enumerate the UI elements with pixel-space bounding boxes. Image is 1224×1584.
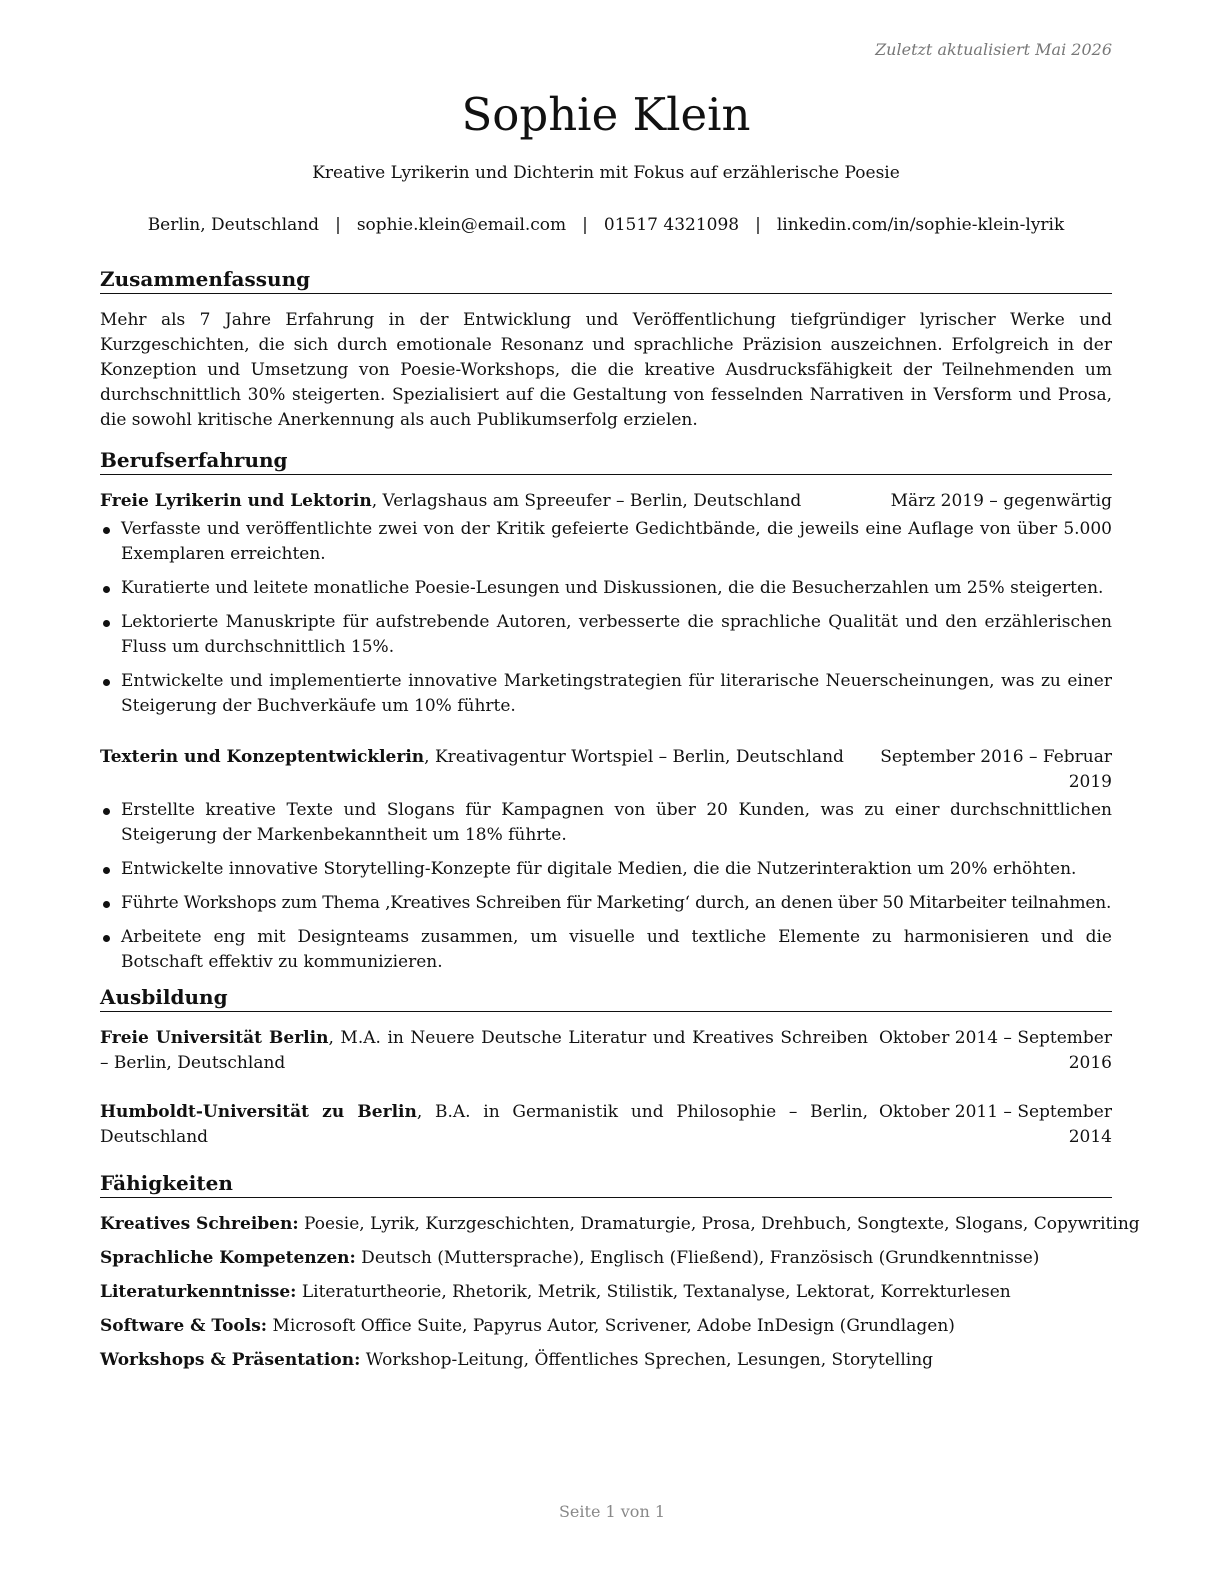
skill-label: Workshops & Präsentation: (100, 1350, 361, 1370)
skill-row (100, 1246, 1112, 1270)
job-company: , Verlagshaus am Spreeufer – Berlin, Deutschland (371, 491, 802, 511)
list-item: Führte Workshops zum Thema ‚Kreatives Schreiben für Marketing‘ durch, an denen über 50 Mitarbeiter teilnahmen. (100, 891, 1112, 916)
education-dates: Oktober 2011 – September 2014 (878, 1102, 1112, 1147)
skills-section (100, 1170, 1140, 1372)
section-title: Fähigkeiten (100, 1170, 1112, 1198)
job-company: , Kreativagentur Wortspiel – Berlin, Deutschland (424, 747, 844, 767)
education-section (100, 984, 1112, 1150)
list-item: Lektorierte Manuskripte für aufstrebende Autoren, verbesserte die sprachliche Qualität und den erzählerischen Fluss um durchschnittlich 15%. (100, 610, 1112, 660)
contact-linkedin[interactable]: linkedin.com/in/sophie-klein-lyrik (776, 215, 1065, 235)
contact-email[interactable]: sophie.klein@email.com (356, 215, 567, 235)
skill-label: Literaturkenntnisse: (100, 1282, 297, 1302)
summary-text: Mehr als 7 Jahre Erfahrung in der Entwicklung und Veröffentlichung tiefgründiger lyrischer Werke und Kurzgeschichten, die sich durch emotionale Resonanz und sprachliche Präzision auszeichnen. Erfolgreich in der Konzeption und Umsetzung von Poesie-Workshops, die die kreative Ausdrucksfähigkeit der Teilnehmenden um durchschnittlich 30% steigerten. Spezialisiert auf die Gestaltung von fesselnden Narrativen in Versform und Prosa, die sowohl kritische Anerkennung als auch Publikumserfolg erzielen. (100, 310, 1112, 430)
job-role: Freie Lyrikerin und Lektorin (100, 491, 372, 511)
resume-page (100, 40, 1140, 1382)
education-entry (100, 1026, 1112, 1076)
skill-value: Poesie, Lyrik, Kurzgeschichten, Dramaturgie, Prosa, Drehbuch, Songtexte, Slogans, Copywriting (298, 1214, 1140, 1234)
tagline: Kreative Lyrikerin und Dichterin mit Fokus auf erzählerische Poesie (312, 163, 900, 183)
education-degree: , M.A. in Neuere Deutsche Literatur und Kreatives Schreiben – Berlin, Deutschland (100, 1028, 868, 1073)
list-item: Arbeitete eng mit Designteams zusammen, um visuelle und textliche Elemente zu harmonisieren und die Botschaft effektiv zu kommunizieren. (100, 925, 1112, 975)
skill-label: Sprachliche Kompetenzen: (100, 1248, 356, 1268)
skill-row (100, 1348, 1112, 1372)
summary-section (100, 266, 1112, 433)
job-header (100, 489, 1112, 514)
job-bullets (100, 798, 1112, 975)
section-title: Ausbildung (100, 984, 1112, 1012)
list-item: Entwickelte und implementierte innovative Marketingstrategien für literarische Neuerscheinungen, was zu einer Steigerung der Buchverkäufe um 10% führte. (100, 669, 1112, 719)
education-entry (100, 1100, 1112, 1150)
contact-separator: | (582, 215, 588, 235)
job-bullets (100, 517, 1112, 719)
job-entry (100, 745, 1112, 975)
section-title: Zusammenfassung (100, 266, 1112, 294)
skill-value: Literaturtheorie, Rhetorik, Metrik, Stilistik, Textanalyse, Lektorat, Korrekturlesen (296, 1282, 1011, 1302)
job-header (100, 745, 1112, 795)
last-updated: Zuletzt aktualisiert Mai 2026 (875, 40, 1112, 59)
job-role: Texterin und Konzeptentwicklerin (100, 747, 425, 767)
education-school: Freie Universität Berlin (100, 1028, 329, 1048)
contact-line (100, 214, 1112, 236)
skill-label: Software & Tools: (100, 1316, 268, 1336)
contact-separator: | (335, 215, 341, 235)
candidate-name: Sophie Klein (461, 88, 751, 141)
skill-label: Kreatives Schreiben: (100, 1214, 299, 1234)
section-title: Berufserfahrung (100, 447, 1112, 475)
skill-row (100, 1314, 1112, 1338)
list-item: Erstellte kreative Texte und Slogans für Kampagnen von über 20 Kunden, was zu einer durchschnittlichen Steigerung der Markenbekanntheit um 18% führte. (100, 798, 1112, 848)
job-dates: September 2016 – Februar 2019 (880, 747, 1112, 792)
contact-location: Berlin, Deutschland (147, 215, 320, 235)
skill-row (100, 1212, 1140, 1236)
list-item: Verfasste und veröffentlichte zwei von der Kritik gefeierte Gedichtbände, die jeweils eine Auflage von über 5.000 Exemplaren erreichten. (100, 517, 1112, 567)
education-school: Humboldt-Universität zu Berlin (100, 1102, 417, 1122)
skill-value: Microsoft Office Suite, Papyrus Autor, Scrivener, Adobe InDesign (Grundlagen) (267, 1316, 955, 1336)
contact-phone: 01517 4321098 (603, 215, 740, 235)
skill-row (100, 1280, 1112, 1304)
education-header (100, 1100, 1112, 1150)
education-degree: , B.A. in Germanistik und Philosophie – Berlin, Deutschland (100, 1102, 868, 1147)
list-item: Kuratierte und leitete monatliche Poesie-Lesungen und Diskussionen, die die Besucherzahlen um 25% steigerten. (100, 576, 1112, 601)
skill-value: Deutsch (Muttersprache), Englisch (Fließend), Französisch (Grundkenntnisse) (355, 1248, 1040, 1268)
skill-value: Workshop-Leitung, Öffentliches Sprechen, Lesungen, Storytelling (360, 1350, 934, 1370)
education-dates: Oktober 2014 – September 2016 (878, 1028, 1112, 1073)
job-entry (100, 489, 1112, 719)
education-header (100, 1026, 1112, 1076)
list-item: Entwickelte innovative Storytelling-Konzepte für digitale Medien, die die Nutzerinteraktion um 20% erhöhten. (100, 857, 1112, 882)
page-number: Seite 1 von 1 (558, 1502, 666, 1521)
contact-separator: | (755, 215, 761, 235)
job-dates: März 2019 – gegenwärtig (890, 491, 1112, 511)
experience-section (100, 447, 1112, 975)
